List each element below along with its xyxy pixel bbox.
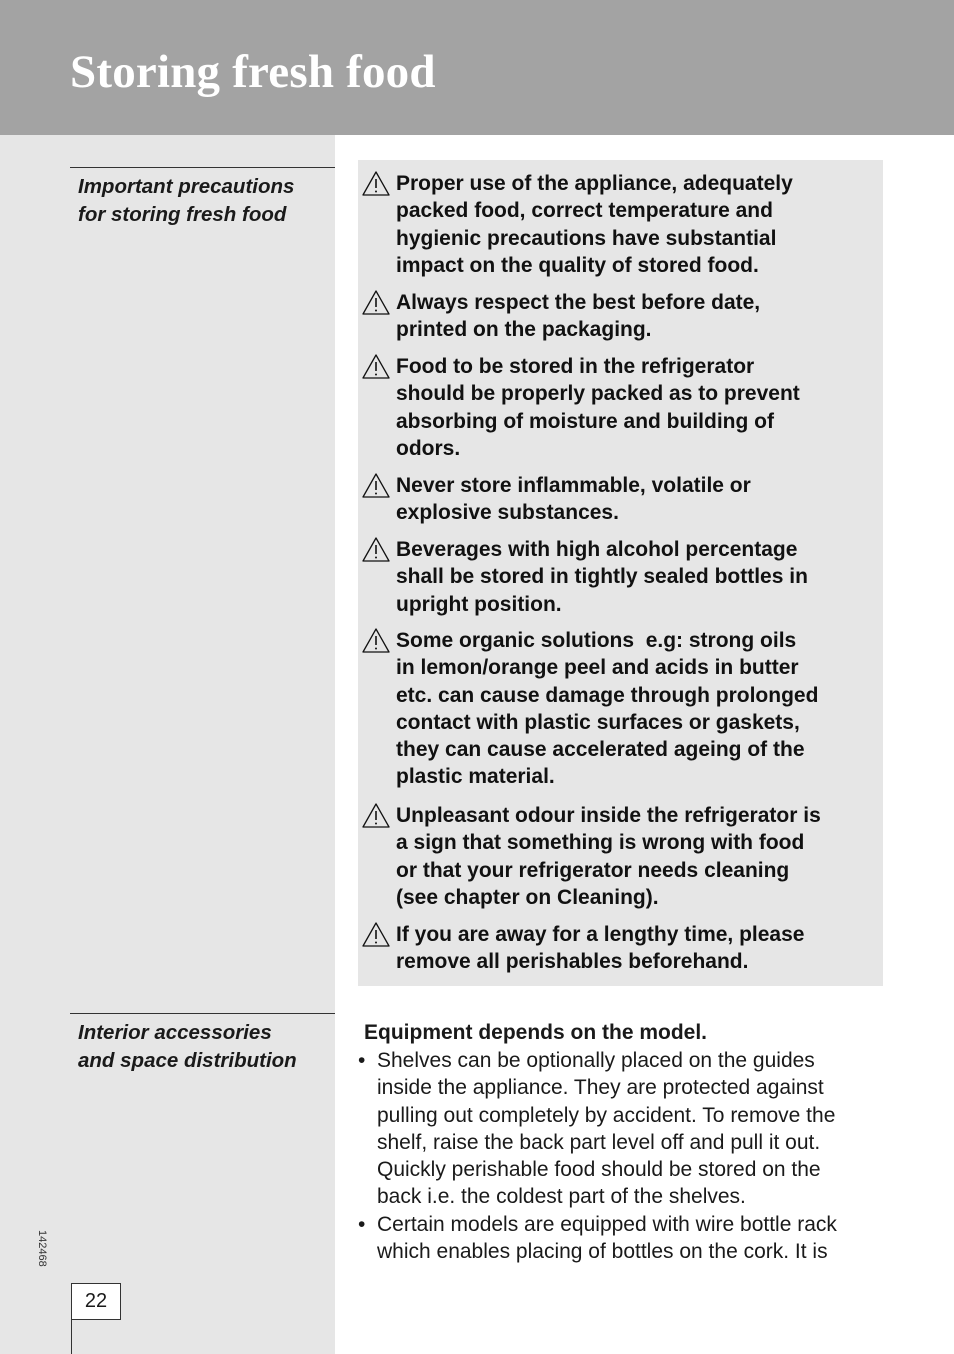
left-sidebar — [0, 135, 335, 1354]
warning-line: they can cause accelerated ageing of the — [396, 738, 805, 762]
warning-line: Always respect the best before date, — [396, 291, 761, 314]
page-title: Storing fresh food — [70, 46, 436, 98]
warning-line: remove all perishables beforehand. — [396, 950, 749, 974]
section-divider — [70, 167, 335, 168]
warning-triangle-icon — [361, 536, 391, 563]
warning-line: (see chapter on Cleaning). — [396, 885, 659, 909]
warning-line: Beverages with high alcohol percentage — [396, 538, 798, 561]
warning-text — [396, 472, 866, 527]
warning-line: upright position. — [396, 592, 562, 616]
bullet-icon: • — [358, 1049, 366, 1072]
section-title-line: for storing fresh food — [78, 203, 287, 226]
warning-line: Food to be stored in the refrigerator — [396, 355, 755, 378]
warning-line: printed on the packaging. — [396, 318, 652, 342]
text-line: shelf, raise the back part level off and pull it out. — [377, 1130, 821, 1154]
warning-line: should be properly packed as to prevent — [396, 382, 800, 406]
document-code: 142468 — [36, 1230, 48, 1267]
warning-triangle-icon — [361, 472, 391, 499]
section-title-line: and space distribution — [78, 1049, 297, 1072]
warning-line: absorbing of moisture and building of — [396, 409, 774, 433]
page-number-rule — [71, 1320, 72, 1354]
warning-line: Unpleasant odour inside the refrigerator is — [396, 804, 821, 827]
warning-text — [396, 627, 866, 791]
warning-text — [396, 353, 866, 462]
warning-text — [396, 921, 866, 976]
warning-text — [396, 170, 866, 279]
warning-line: shall be stored in tightly sealed bottles in — [396, 565, 808, 589]
warning-line: etc. can cause damage through prolonged — [396, 683, 819, 707]
warning-line: a sign that something is wrong with food — [396, 831, 805, 855]
text-line: Certain models are equipped with wire bottle rack — [377, 1213, 837, 1236]
equipment-heading: Equipment depends on the model. — [364, 1021, 708, 1044]
warning-line: plastic material. — [396, 765, 555, 789]
section-title-precautions — [78, 173, 333, 229]
warning-line: explosive substances. — [396, 501, 619, 525]
warning-triangle-icon — [361, 170, 391, 197]
list-item-text — [377, 1211, 887, 1266]
warning-line: Proper use of the appliance, adequately — [396, 172, 793, 195]
page-header — [0, 0, 954, 135]
section-title-line: Interior accessories — [78, 1021, 272, 1044]
page-number: 22 — [71, 1283, 121, 1320]
warning-line: in lemon/orange peel and acids in butter — [396, 656, 799, 680]
warnings-box — [358, 160, 883, 986]
section-title-interior — [78, 1019, 333, 1075]
section-divider — [70, 1013, 335, 1014]
warning-text — [396, 289, 866, 344]
warning-line: Some organic solutions e.g: strong oils — [396, 629, 797, 652]
list-item-text — [377, 1047, 887, 1211]
text-line: back i.e. the coldest part of the shelves. — [377, 1185, 746, 1209]
warning-line: or that your refrigerator needs cleaning — [396, 858, 790, 882]
warning-line: odors. — [396, 436, 461, 460]
warning-line: Never store inflammable, volatile or — [396, 474, 751, 497]
warning-line: impact on the quality of stored food. — [396, 253, 759, 277]
warning-text — [396, 802, 866, 911]
warning-line: If you are away for a lengthy time, please — [396, 923, 805, 946]
warning-triangle-icon — [361, 289, 391, 316]
warning-line: contact with plastic surfaces or gaskets, — [396, 710, 800, 734]
text-line: pulling out completely by accident. To remove the — [377, 1103, 836, 1127]
warning-triangle-icon — [361, 353, 391, 380]
text-line: which enables placing of bottles on the cork. It is — [377, 1240, 828, 1264]
warning-text — [396, 536, 866, 618]
text-line: Quickly perishable food should be stored on the — [377, 1158, 821, 1182]
warning-line: hygienic precautions have substantial — [396, 226, 777, 250]
text-line: inside the appliance. They are protected against — [377, 1076, 824, 1100]
warning-triangle-icon — [361, 627, 391, 654]
warning-line: packed food, correct temperature and — [396, 199, 773, 223]
bullet-icon: • — [358, 1213, 366, 1236]
warning-triangle-icon — [361, 921, 391, 948]
warning-triangle-icon — [361, 802, 391, 829]
text-line: Shelves can be optionally placed on the guides — [377, 1049, 815, 1072]
section-title-line: Important precautions — [78, 175, 295, 198]
